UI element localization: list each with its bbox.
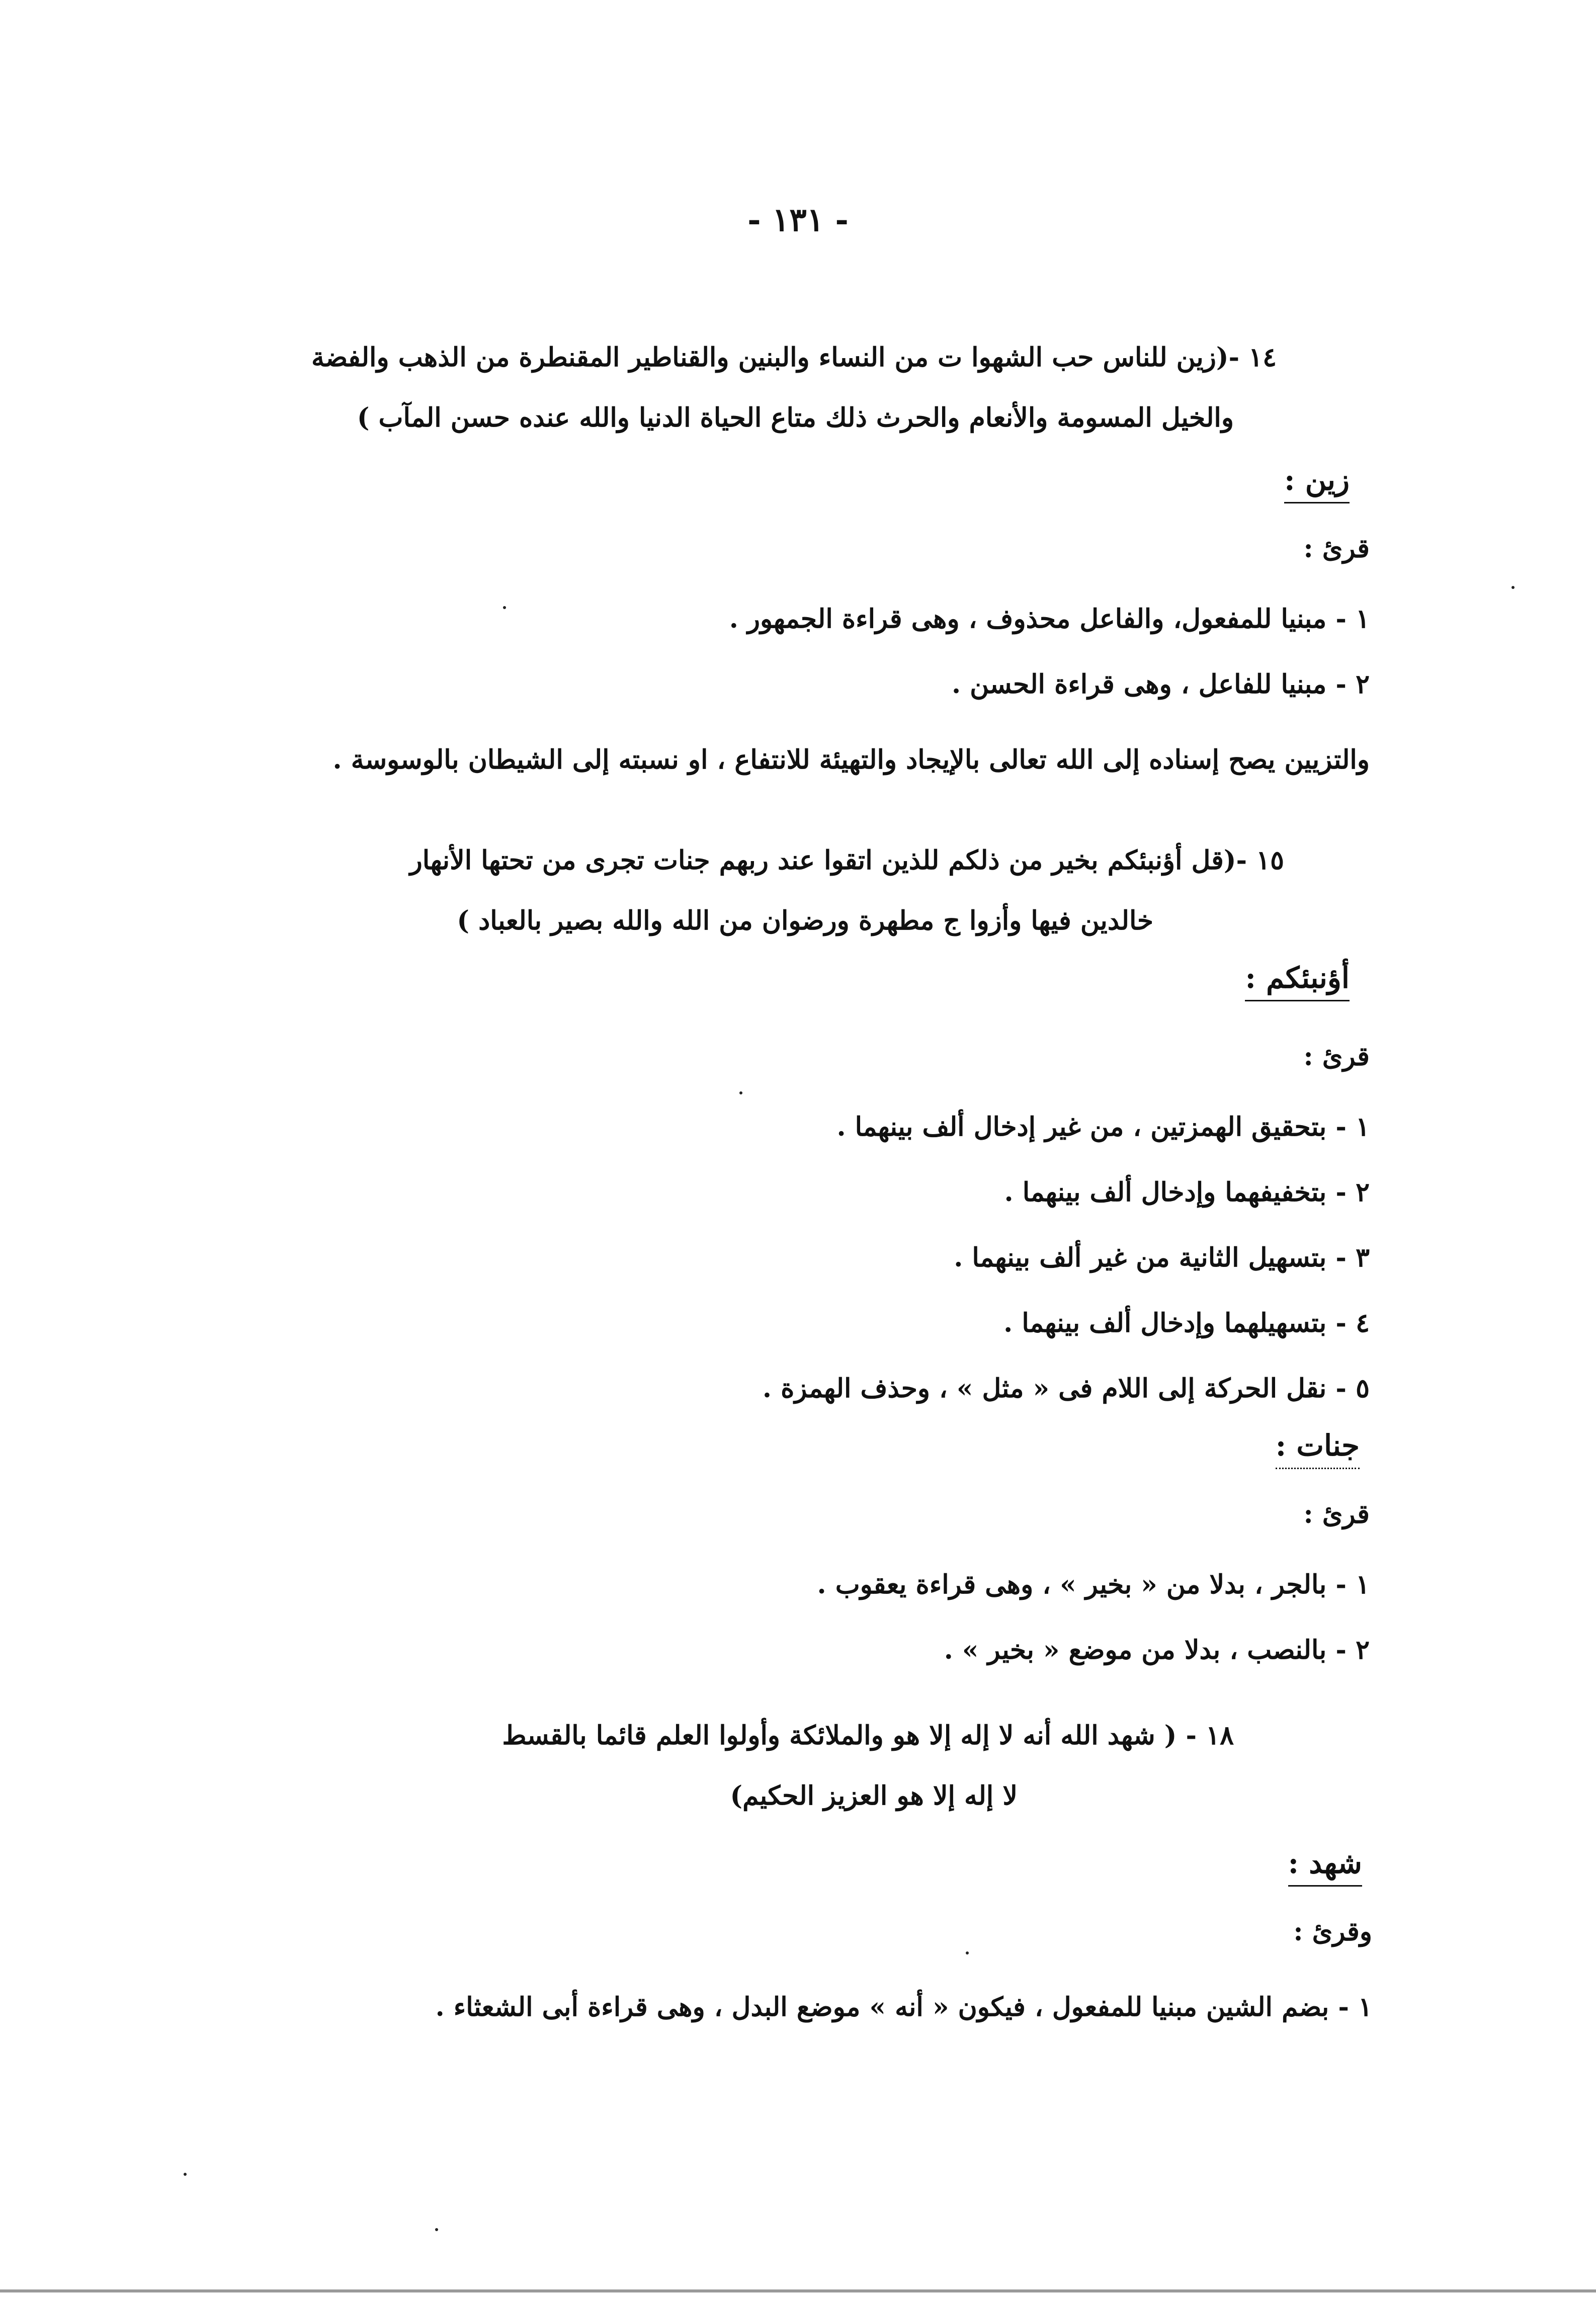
reading-item: ١ - بتحقيق الهمزتين ، من غير إدخال ألف بينهما . bbox=[836, 1112, 1370, 1142]
verse-15-line-1: ١٥ -(قل أؤنبئكم بخير من ذلكم للذين اتقوا عند ربهم جنات تجرى من تحتها الأنهار bbox=[409, 845, 1284, 876]
scan-speck bbox=[184, 2173, 187, 2176]
verse-18-line-1: ١٨ - ( شهد الله أنه لا إله إلا هو والملائكة وأولوا العلم قائما بالقسط bbox=[502, 1720, 1234, 1751]
scan-speck bbox=[1511, 586, 1515, 589]
reading-item: ٢ - بالنصب ، بدلا من موضع « بخير » . bbox=[944, 1635, 1370, 1665]
reading-item: ٢ - مبنيا للفاعل ، وهى قراءة الحسن . bbox=[951, 669, 1370, 700]
reading-item: ١ - بضم الشين مبنيا للمفعول ، فيكون « أنه » موضع البدل ، وهى قراءة أبى الشعثاء . bbox=[435, 1992, 1372, 2022]
word-heading-zuyyina: زين : bbox=[1284, 463, 1350, 503]
scan-speck bbox=[966, 1951, 969, 1954]
word-heading-shahida: شهد : bbox=[1288, 1846, 1362, 1887]
verse-14-line-2: والخيل المسومة والأنعام والحرث ذلك متاع الحياة الدنيا والله عنده حسن المآب ) bbox=[357, 402, 1234, 433]
qurie-label: قرئ : bbox=[1303, 1041, 1370, 1072]
qurie-label: قرئ : bbox=[1303, 533, 1370, 564]
qurie-label: وقرئ : bbox=[1293, 1916, 1372, 1947]
reading-item: ١ - بالجر ، بدلا من « بخير » ، وهى قراءة يعقوب . bbox=[817, 1569, 1370, 1600]
reading-item: ٢ - بتخفيفهما وإدخال ألف بينهما . bbox=[1004, 1177, 1370, 1208]
qurie-label: قرئ : bbox=[1303, 1499, 1370, 1529]
reading-item: ٤ - بتسهيلهما وإدخال ألف بينهما . bbox=[1003, 1308, 1370, 1338]
bottom-border bbox=[0, 2289, 1596, 2292]
reading-item: ٥ - نقل الحركة إلى اللام فى « مثل » ، وحذف الهمزة . bbox=[762, 1373, 1370, 1404]
word-heading-aunabbiukum: أؤنبئكم : bbox=[1245, 961, 1350, 1001]
explanatory-note: والتزيين يصح إسناده إلى الله تعالى بالإيجاد والتهيئة للانتفاع ، او نسبته إلى الشيطان بالوسوسة . bbox=[332, 744, 1370, 775]
verse-18-line-2: لا إله إلا هو العزيز الحكيم) bbox=[730, 1780, 1018, 1811]
page-number: - ١٣١ - bbox=[747, 201, 849, 239]
word-heading-jannat: جنات : bbox=[1276, 1428, 1360, 1469]
reading-item: ٣ - بتسهيل الثانية من غير ألف بينهما . bbox=[954, 1242, 1370, 1273]
scan-speck bbox=[503, 606, 506, 609]
verse-15-line-2: خالدين فيها وأزوا ج مطهرة ورضوان من الله والله بصير بالعباد ) bbox=[457, 905, 1153, 936]
scan-speck bbox=[739, 1091, 742, 1094]
reading-item: ١ - مبنيا للمفعول، والفاعل محذوف ، وهى قراءة الجمهور . bbox=[729, 604, 1370, 634]
verse-14-line-1: ١٤ -(زين للناس حب الشهوا ت من النساء والبنين والقناطير المقنطرة من الذهب والفضة bbox=[311, 342, 1277, 373]
scan-speck bbox=[435, 2228, 438, 2231]
